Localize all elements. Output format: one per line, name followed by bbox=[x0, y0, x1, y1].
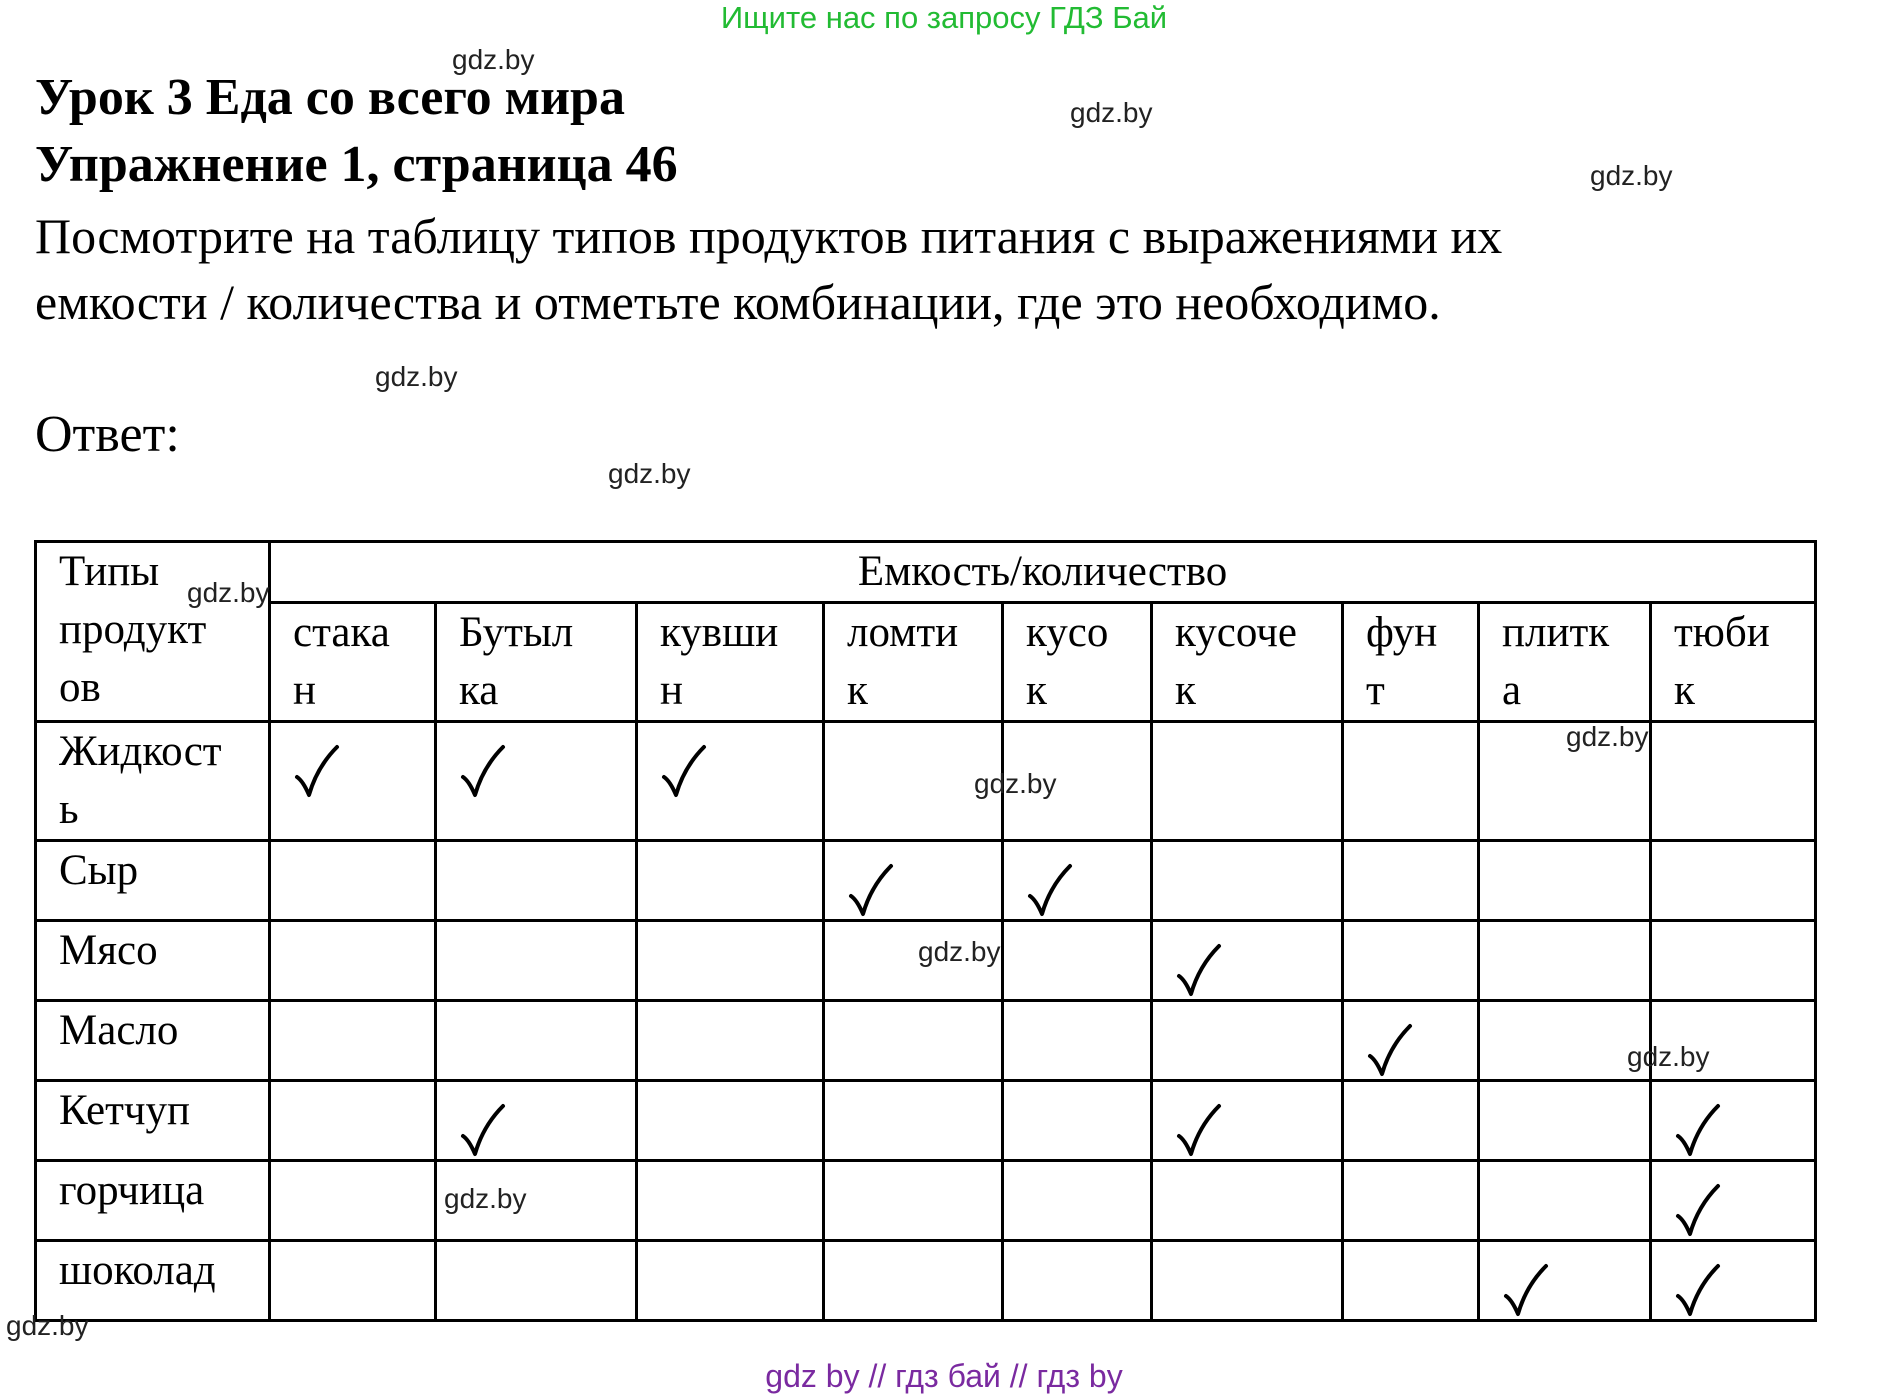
check-cell bbox=[1479, 1081, 1651, 1161]
column-header-line: тюби bbox=[1674, 609, 1770, 656]
row-label-cell bbox=[36, 1241, 270, 1321]
check-cell bbox=[1003, 1241, 1152, 1321]
row-label-cell bbox=[36, 722, 270, 841]
check-cell bbox=[1003, 1001, 1152, 1081]
checkmark-icon bbox=[293, 743, 341, 799]
check-cell bbox=[637, 841, 824, 921]
task-text-line: Посмотрите на таблицу типов продуктов питания с выражениями их bbox=[35, 208, 1503, 264]
check-cell bbox=[436, 1081, 637, 1161]
table-row bbox=[36, 1161, 1816, 1241]
check-cell bbox=[436, 722, 637, 841]
row-label-cell bbox=[36, 1081, 270, 1161]
row-label-cell bbox=[36, 1001, 270, 1081]
check-cell bbox=[436, 1241, 637, 1321]
check-cell bbox=[824, 1081, 1003, 1161]
check-cell bbox=[824, 1161, 1003, 1241]
check-cell bbox=[1479, 1001, 1651, 1081]
column-header-cell bbox=[1651, 603, 1816, 722]
column-header-line: стака bbox=[293, 609, 390, 656]
column-header-line: кусо bbox=[1026, 609, 1109, 656]
check-cell bbox=[1343, 1081, 1479, 1161]
checkmark-icon bbox=[1366, 1022, 1414, 1078]
check-cell bbox=[637, 921, 824, 1001]
check-cell bbox=[1343, 841, 1479, 921]
check-cell bbox=[270, 1241, 436, 1321]
check-cell bbox=[1479, 1241, 1651, 1321]
check-cell bbox=[1343, 1001, 1479, 1081]
row-label-line: шоколад bbox=[59, 1247, 216, 1294]
column-header-line: н bbox=[293, 667, 317, 714]
checkmark-icon bbox=[1175, 1102, 1223, 1158]
column-header-cell bbox=[1479, 603, 1651, 722]
task-text-line: емкости / количества и отметьте комбинации, где это необходимо. bbox=[35, 274, 1441, 330]
corner-header-line: продукт bbox=[59, 606, 207, 653]
checkmark-icon bbox=[1026, 862, 1074, 918]
check-cell bbox=[637, 1081, 824, 1161]
watermark: gdz.by bbox=[608, 458, 691, 489]
check-cell bbox=[436, 921, 637, 1001]
column-header-line: кусоче bbox=[1175, 609, 1297, 656]
check-cell bbox=[1479, 921, 1651, 1001]
table-body bbox=[36, 542, 1816, 1321]
check-cell bbox=[270, 921, 436, 1001]
column-header-cell bbox=[1003, 603, 1152, 722]
corner-header-line: Типы bbox=[59, 548, 160, 595]
row-label-line: Мясо bbox=[59, 927, 158, 974]
check-cell bbox=[1003, 921, 1152, 1001]
row-label-line: Масло bbox=[59, 1007, 179, 1054]
row-label-line: Жидкост bbox=[59, 728, 222, 775]
watermark: gdz.by bbox=[375, 361, 458, 392]
column-header-cell bbox=[270, 603, 436, 722]
column-header-cell bbox=[637, 603, 824, 722]
row-label-line: Сыр bbox=[59, 847, 139, 894]
checkmark-icon bbox=[1674, 1182, 1722, 1238]
check-cell bbox=[1003, 1161, 1152, 1241]
check-cell bbox=[1651, 1241, 1816, 1321]
check-cell bbox=[1152, 1241, 1343, 1321]
table-row bbox=[36, 722, 1816, 841]
column-header-cell bbox=[1343, 603, 1479, 722]
row-label-line: Кетчуп bbox=[59, 1087, 191, 1134]
check-cell bbox=[1003, 1081, 1152, 1161]
check-cell bbox=[1343, 1161, 1479, 1241]
checkmark-icon bbox=[1674, 1102, 1722, 1158]
column-header-line: ка bbox=[459, 667, 499, 714]
check-cell bbox=[270, 722, 436, 841]
check-cell bbox=[1152, 1001, 1343, 1081]
check-cell bbox=[824, 841, 1003, 921]
check-cell bbox=[436, 841, 637, 921]
column-header-line: ломти bbox=[847, 609, 959, 656]
watermark: gdz.by bbox=[6, 1310, 89, 1341]
column-header-line: к bbox=[1674, 667, 1695, 714]
footer-links: gdz by // гдз бай // гдз by bbox=[765, 1358, 1123, 1394]
table-row bbox=[36, 1081, 1816, 1161]
check-cell bbox=[1152, 921, 1343, 1001]
check-cell bbox=[1343, 722, 1479, 841]
header-row-group bbox=[36, 542, 1816, 603]
table-row bbox=[36, 1001, 1816, 1081]
checkmark-icon bbox=[1674, 1262, 1722, 1318]
check-cell bbox=[270, 841, 436, 921]
check-cell bbox=[1343, 1241, 1479, 1321]
check-cell bbox=[270, 1161, 436, 1241]
column-header-cell bbox=[436, 603, 637, 722]
row-label-cell bbox=[36, 921, 270, 1001]
column-header-line: Бутыл bbox=[459, 609, 574, 656]
column-header-line: к bbox=[1175, 667, 1196, 714]
watermark: gdz.by bbox=[1627, 1041, 1710, 1072]
column-header-line: фун bbox=[1366, 609, 1438, 656]
checkmark-icon bbox=[847, 862, 895, 918]
answer-table bbox=[34, 540, 1817, 1322]
check-cell bbox=[1152, 722, 1343, 841]
check-cell bbox=[1152, 1081, 1343, 1161]
check-cell bbox=[1651, 1081, 1816, 1161]
column-header-cell bbox=[824, 603, 1003, 722]
watermark: gdz.by bbox=[452, 44, 535, 75]
watermark: gdz.by bbox=[187, 577, 270, 608]
check-cell bbox=[1343, 921, 1479, 1001]
check-cell bbox=[1152, 1161, 1343, 1241]
check-cell bbox=[1651, 1161, 1816, 1241]
lesson-title: Урок 3 Еда со всего мира bbox=[35, 69, 625, 126]
checkmark-icon bbox=[660, 743, 708, 799]
exercise-title: Упражнение 1, страница 46 bbox=[35, 136, 678, 193]
check-cell bbox=[270, 1001, 436, 1081]
column-header-line: т bbox=[1366, 667, 1385, 714]
row-label-cell bbox=[36, 1161, 270, 1241]
column-header-line: кувши bbox=[660, 609, 779, 656]
group-header-cell: Емкость/количество bbox=[270, 542, 1816, 603]
check-cell bbox=[824, 1241, 1003, 1321]
column-header-line: плитк bbox=[1502, 609, 1610, 656]
answer-label: Ответ: bbox=[35, 406, 180, 463]
checkmark-icon bbox=[459, 1102, 507, 1158]
corner-header-cell bbox=[36, 542, 270, 722]
top-banner: Ищите нас по запросу ГДЗ Бай bbox=[720, 0, 1168, 35]
checkmark-icon bbox=[459, 743, 507, 799]
watermark: gdz.by bbox=[444, 1183, 527, 1214]
check-cell bbox=[436, 1001, 637, 1081]
row-label-line: горчица bbox=[59, 1167, 205, 1214]
task-text bbox=[35, 203, 1502, 335]
watermark: gdz.by bbox=[1566, 721, 1649, 752]
column-header-row bbox=[36, 603, 1816, 722]
table-row bbox=[36, 1241, 1816, 1321]
column-header-line: н bbox=[660, 667, 684, 714]
check-cell bbox=[637, 1001, 824, 1081]
column-header-line: к bbox=[1026, 667, 1047, 714]
column-header-line: а bbox=[1502, 667, 1522, 714]
corner-header-line: ов bbox=[59, 664, 101, 711]
check-cell bbox=[1479, 1161, 1651, 1241]
checkmark-icon bbox=[1502, 1262, 1550, 1318]
watermark: gdz.by bbox=[1070, 97, 1153, 128]
watermark: gdz.by bbox=[974, 768, 1057, 799]
check-cell bbox=[637, 1161, 824, 1241]
check-cell bbox=[1479, 841, 1651, 921]
row-label-line: ь bbox=[59, 786, 79, 833]
table-row bbox=[36, 841, 1816, 921]
check-cell bbox=[1003, 841, 1152, 921]
row-label-cell bbox=[36, 841, 270, 921]
column-header-line: к bbox=[847, 667, 868, 714]
check-cell bbox=[1651, 841, 1816, 921]
watermark: gdz.by bbox=[918, 936, 1001, 967]
check-cell bbox=[270, 1081, 436, 1161]
check-cell bbox=[824, 1001, 1003, 1081]
check-cell bbox=[637, 1241, 824, 1321]
column-header-cell bbox=[1152, 603, 1343, 722]
check-cell bbox=[637, 722, 824, 841]
watermark: gdz.by bbox=[1590, 160, 1673, 191]
check-cell bbox=[1152, 841, 1343, 921]
checkmark-icon bbox=[1175, 942, 1223, 998]
check-cell bbox=[1651, 722, 1816, 841]
check-cell bbox=[1651, 921, 1816, 1001]
